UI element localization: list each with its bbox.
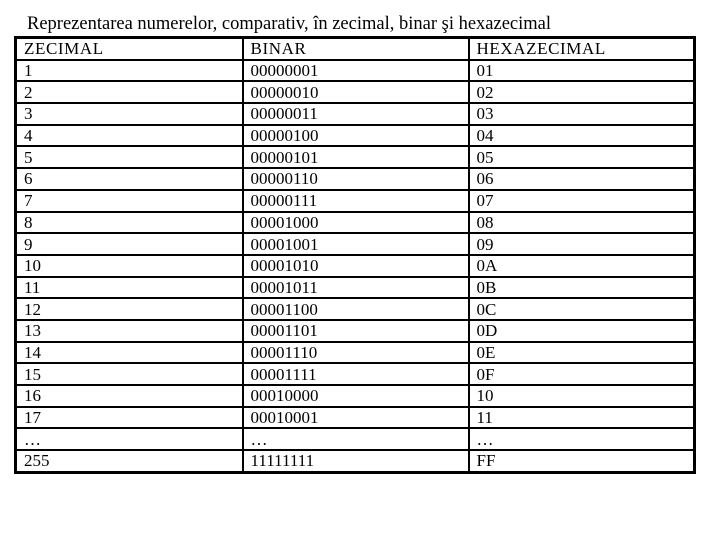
table-row <box>16 168 695 190</box>
cell-decimal: 17 <box>16 407 243 429</box>
cell-decimal: 7 <box>16 190 243 212</box>
cell-hexadecimal: 09 <box>469 233 695 255</box>
table-row <box>16 385 695 407</box>
cell-binary: 00000111 <box>243 190 469 212</box>
cell-hexadecimal: 01 <box>469 60 695 82</box>
table-row <box>16 450 695 472</box>
cell-decimal: 12 <box>16 298 243 320</box>
cell-decimal: 11 <box>16 277 243 299</box>
cell-decimal: 9 <box>16 233 243 255</box>
cell-decimal: 14 <box>16 342 243 364</box>
cell-decimal: 255 <box>16 450 243 472</box>
cell-decimal: 15 <box>16 363 243 385</box>
cell-hexadecimal: FF <box>469 450 695 472</box>
table-row <box>16 60 695 82</box>
table-row <box>16 428 695 450</box>
table-row <box>16 298 695 320</box>
cell-hexadecimal: 08 <box>469 212 695 234</box>
cell-hexadecimal: 0D <box>469 320 695 342</box>
table-row <box>16 125 695 147</box>
cell-hexadecimal: 07 <box>469 190 695 212</box>
cell-decimal: … <box>16 428 243 450</box>
cell-binary: 00001001 <box>243 233 469 255</box>
cell-hexadecimal: 10 <box>469 385 695 407</box>
table-row <box>16 407 695 429</box>
header-hexadecimal: HEXAZECIMAL <box>469 38 695 60</box>
cell-binary: 00001110 <box>243 342 469 364</box>
cell-hexadecimal: 0C <box>469 298 695 320</box>
table-row <box>16 212 695 234</box>
table-row <box>16 320 695 342</box>
cell-hexadecimal: 05 <box>469 146 695 168</box>
cell-binary: … <box>243 428 469 450</box>
cell-binary: 00001100 <box>243 298 469 320</box>
cell-hexadecimal: 03 <box>469 103 695 125</box>
cell-binary: 00001101 <box>243 320 469 342</box>
cell-binary: 00000110 <box>243 168 469 190</box>
cell-hexadecimal: 0A <box>469 255 695 277</box>
table-body <box>16 60 695 473</box>
cell-decimal: 8 <box>16 212 243 234</box>
cell-hexadecimal: 0F <box>469 363 695 385</box>
table-row <box>16 363 695 385</box>
table-row <box>16 81 695 103</box>
table-row <box>16 146 695 168</box>
header-decimal: ZECIMAL <box>16 38 243 60</box>
table-row <box>16 255 695 277</box>
cell-hexadecimal: 0B <box>469 277 695 299</box>
cell-hexadecimal: 02 <box>469 81 695 103</box>
table-row <box>16 103 695 125</box>
cell-decimal: 3 <box>16 103 243 125</box>
cell-hexadecimal: 04 <box>469 125 695 147</box>
table-row <box>16 190 695 212</box>
cell-binary: 00000010 <box>243 81 469 103</box>
cell-decimal: 1 <box>16 60 243 82</box>
cell-hexadecimal: … <box>469 428 695 450</box>
cell-decimal: 6 <box>16 168 243 190</box>
cell-binary: 00000100 <box>243 125 469 147</box>
cell-binary: 00001011 <box>243 277 469 299</box>
table-row <box>16 233 695 255</box>
cell-binary: 00001111 <box>243 363 469 385</box>
cell-binary: 00001000 <box>243 212 469 234</box>
cell-hexadecimal: 0E <box>469 342 695 364</box>
table-header <box>16 38 695 60</box>
cell-binary: 00010000 <box>243 385 469 407</box>
cell-binary: 11111111 <box>243 450 469 472</box>
cell-decimal: 13 <box>16 320 243 342</box>
cell-binary: 00001010 <box>243 255 469 277</box>
cell-decimal: 10 <box>16 255 243 277</box>
cell-decimal: 5 <box>16 146 243 168</box>
table-caption: Reprezentarea numerelor, comparativ, în zecimal, binar şi hexazecimal <box>27 14 552 34</box>
header-row <box>16 38 695 60</box>
cell-binary: 00000011 <box>243 103 469 125</box>
cell-hexadecimal: 11 <box>469 407 695 429</box>
cell-decimal: 2 <box>16 81 243 103</box>
cell-decimal: 4 <box>16 125 243 147</box>
cell-hexadecimal: 06 <box>469 168 695 190</box>
table-row <box>16 342 695 364</box>
number-representation-table <box>14 36 696 474</box>
cell-binary: 00010001 <box>243 407 469 429</box>
cell-binary: 00000001 <box>243 60 469 82</box>
cell-decimal: 16 <box>16 385 243 407</box>
table-row <box>16 277 695 299</box>
cell-binary: 00000101 <box>243 146 469 168</box>
header-binary: BINAR <box>243 38 469 60</box>
